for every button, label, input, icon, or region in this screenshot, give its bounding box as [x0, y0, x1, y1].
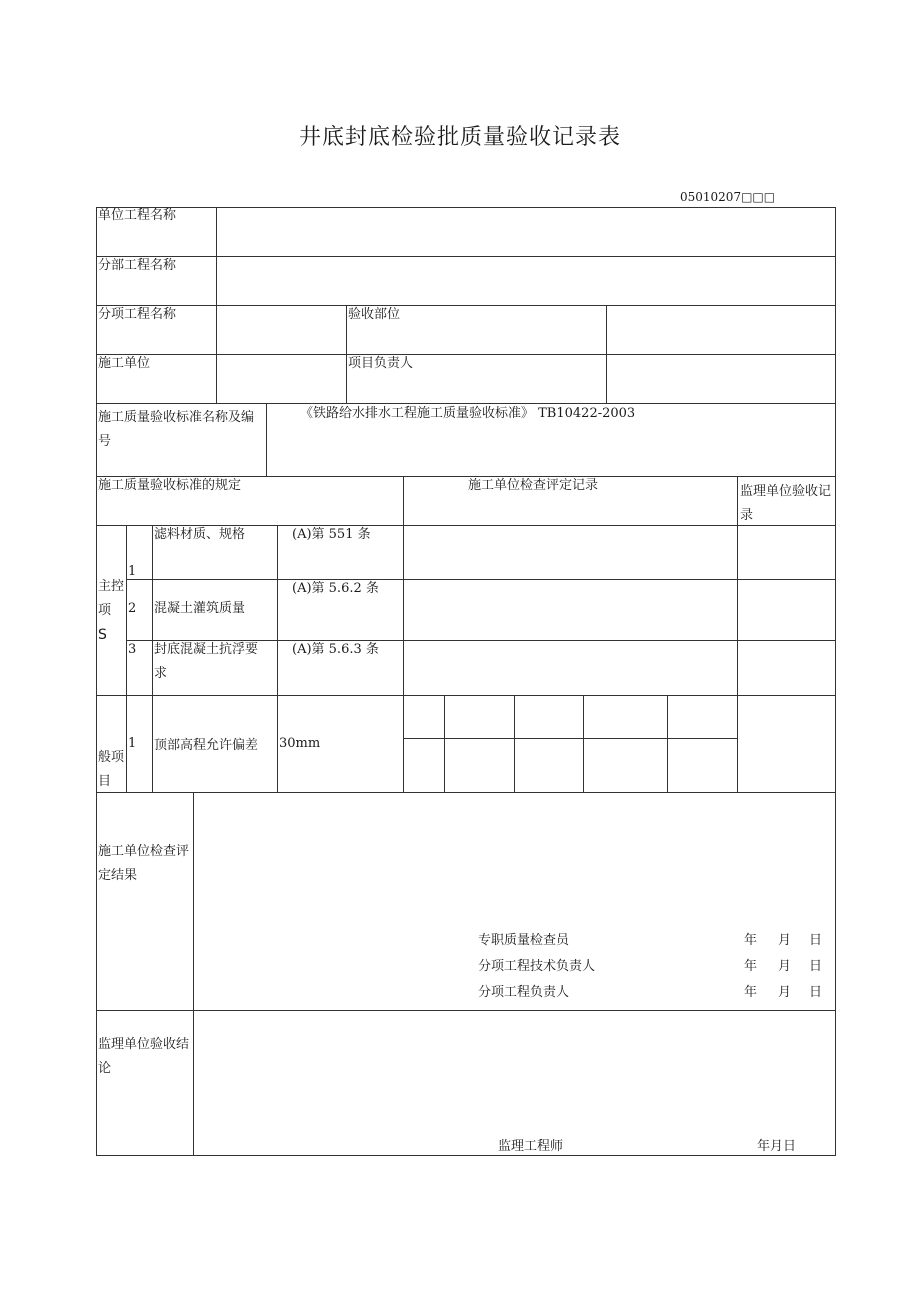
standard-name-label: 施工质量验收标准名称及编号 — [98, 410, 255, 449]
date-day-3: 日 — [809, 985, 823, 1000]
general-item-1-no: 1 — [128, 736, 137, 751]
main-item-3-record[interactable] — [405, 642, 736, 694]
accept-part-label: 验收部位 — [348, 307, 401, 322]
main-item-2-clause: (A)第 5.6.2 条 — [292, 581, 379, 596]
form-code: 05010207□□□ — [680, 190, 776, 204]
construction-unit-field[interactable] — [218, 356, 344, 401]
date-year-2: 年 — [744, 959, 758, 974]
supervisor-conclusion-field[interactable] — [195, 1012, 834, 1127]
main-control-label-extra: S — [98, 627, 107, 643]
unit-project-field[interactable] — [218, 209, 833, 254]
standard-rule-label: 施工质量验收标准的规定 — [98, 478, 242, 493]
main-item-2-no: 2 — [128, 601, 137, 616]
signer-item-lead: 分项工程负责人 — [478, 985, 570, 1000]
main-item-1-record[interactable] — [405, 527, 736, 578]
main-item-2-record[interactable] — [405, 581, 736, 639]
construction-unit-label: 施工单位 — [98, 356, 151, 371]
general-item-1-name: 顶部高程允许偏差 — [154, 738, 259, 753]
main-item-3-clause: (A)第 5.6.3 条 — [292, 642, 379, 657]
date-day-2: 日 — [809, 959, 823, 974]
supervisor-record-label: 监理单位验收记录 — [740, 484, 832, 523]
supervisor-signer: 监理工程师 — [498, 1139, 564, 1154]
date-month-2: 月 — [778, 959, 792, 974]
contractor-result-label: 施工单位检查评定结果 — [98, 844, 190, 883]
main-item-3-no: 3 — [128, 642, 137, 657]
accept-part-field[interactable] — [608, 307, 833, 352]
main-item-1-no: 1 — [128, 564, 137, 579]
supervisor-conclusion-label: 监理单位验收结论 — [98, 1037, 190, 1076]
item-project-label: 分项工程名称 — [98, 307, 177, 322]
supervisor-date: 年月日 — [757, 1139, 797, 1154]
date-year-3: 年 — [744, 985, 758, 1000]
signer-technical-lead: 分项工程技术负责人 — [478, 959, 596, 974]
project-manager-label: 项目负责人 — [348, 356, 414, 371]
main-item-3-name: 封底混凝土抗浮要求 — [154, 642, 259, 681]
contractor-result-field[interactable] — [195, 794, 834, 914]
main-item-1-name: 滤料材质、规格 — [154, 527, 246, 542]
date-month-1: 月 — [778, 933, 792, 948]
standard-name-value: 《铁路给水排水工程施工质量验收标准》 TB10422-2003 — [300, 406, 636, 421]
main-control-label: 主控项 — [98, 579, 125, 618]
sub-project-field[interactable] — [218, 258, 833, 303]
project-manager-field[interactable] — [608, 356, 833, 401]
signer-quality-inspector: 专职质量检查员 — [478, 933, 570, 948]
main-item-1-clause: (A)第 551 条 — [292, 527, 371, 542]
page-title: 井底封底检验批质量验收记录表 — [298, 125, 621, 150]
main-item-2-name: 混凝土灌筑质量 — [154, 601, 246, 616]
date-month-3: 月 — [778, 985, 792, 1000]
item-project-field[interactable] — [218, 307, 344, 352]
general-label: 般项目 — [98, 750, 125, 789]
contractor-record-label: 施工单位检查评定记录 — [468, 478, 599, 493]
date-day-1: 日 — [809, 933, 823, 948]
sub-project-label: 分部工程名称 — [98, 258, 177, 273]
general-item-1-value: 30mm — [279, 736, 321, 751]
date-year-1: 年 — [744, 933, 758, 948]
unit-project-label: 单位工程名称 — [98, 208, 177, 223]
